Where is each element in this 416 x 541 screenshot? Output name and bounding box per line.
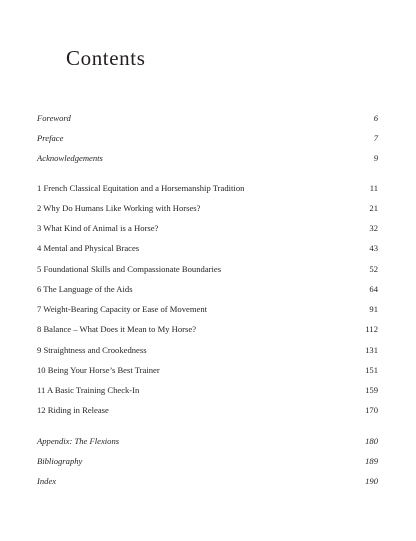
toc-entry-chapter-5[interactable] (37, 262, 378, 276)
toc-entry-preface[interactable] (37, 131, 378, 145)
toc-entry-label: 8 Balance – What Does it Mean to My Horse? (37, 324, 197, 334)
toc-entry-chapter-10[interactable] (37, 363, 378, 377)
toc-entry-label: Acknowledgements (37, 153, 103, 163)
toc-entry-page: 64 (369, 284, 378, 294)
toc-entry-label: 3 What Kind of Animal is a Horse? (37, 223, 159, 233)
toc-entry-appendix[interactable] (37, 434, 378, 448)
toc-entry-label: Index (37, 476, 57, 486)
toc-entry-page: 112 (365, 324, 378, 334)
toc-entry-chapter-8[interactable] (37, 322, 378, 336)
toc-entry-chapter-9[interactable] (37, 343, 378, 357)
toc-entry-page: 32 (369, 223, 378, 233)
toc-entry-label: 4 Mental and Physical Braces (37, 243, 140, 253)
toc-entry-bibliography[interactable] (37, 454, 378, 468)
toc-entry-chapter-11[interactable] (37, 383, 378, 397)
toc-entry-chapter-3[interactable] (37, 221, 378, 235)
toc-entry-page: 189 (365, 456, 378, 466)
toc-entry-label: 1 French Classical Equitation and a Horsemanship Tradition (37, 183, 245, 193)
toc-entry-page: 91 (369, 304, 378, 314)
toc-entry-label: Appendix: The Flexions (37, 436, 120, 446)
toc-entry-label: 2 Why Do Humans Like Working with Horses? (37, 203, 201, 213)
toc-entry-page: 21 (369, 203, 378, 213)
toc-entry-label: 5 Foundational Skills and Compassionate Boundaries (37, 264, 222, 274)
toc-entry-label: Bibliography (37, 456, 83, 466)
toc-entry-label: 7 Weight-Bearing Capacity or Ease of Movement (37, 304, 208, 314)
toc-entry-label: 11 A Basic Training Check-In (37, 385, 140, 395)
toc-entry-chapter-7[interactable] (37, 302, 378, 316)
toc-entry-chapter-1[interactable] (37, 181, 378, 195)
toc-entry-label: Foreword (37, 113, 71, 123)
toc-entry-page: 43 (369, 243, 378, 253)
toc-entry-foreword[interactable] (37, 111, 378, 125)
toc-entry-label: 6 The Language of the Aids (37, 284, 133, 294)
page-title: Contents (66, 46, 146, 70)
toc-entry-label: 9 Straightness and Crookedness (37, 345, 147, 355)
toc-entry-chapter-6[interactable] (37, 282, 378, 296)
toc-entry-label: Preface (37, 133, 64, 143)
toc-entry-chapter-12[interactable] (37, 403, 378, 417)
toc-entry-page: 7 (373, 133, 378, 143)
toc-entry-chapter-4[interactable] (37, 241, 378, 255)
toc-entry-acknowledgements[interactable] (37, 151, 378, 165)
toc-entry-page: 159 (365, 385, 378, 395)
toc-entry-page: 11 (369, 183, 378, 193)
toc-entry-page: 170 (365, 405, 378, 415)
toc-entry-page: 151 (365, 365, 378, 375)
toc-entry-page: 52 (369, 264, 378, 274)
toc-entry-page: 131 (365, 345, 378, 355)
toc-entry-chapter-2[interactable] (37, 201, 378, 215)
toc-entry-page: 6 (373, 113, 378, 123)
toc-entry-label: 10 Being Your Horse’s Best Trainer (37, 365, 160, 375)
toc-entry-index[interactable] (37, 474, 378, 488)
toc-entry-page: 180 (365, 436, 378, 446)
toc-entry-page: 9 (373, 153, 378, 163)
toc-entry-label: 12 Riding in Release (37, 405, 109, 415)
toc-entry-page: 190 (365, 476, 378, 486)
